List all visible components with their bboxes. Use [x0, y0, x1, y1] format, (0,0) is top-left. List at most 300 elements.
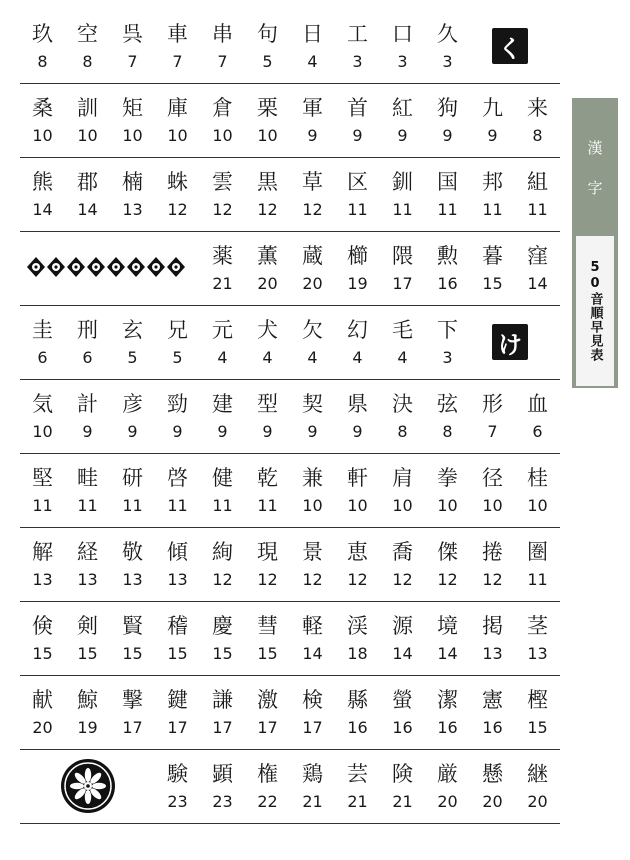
- kanji-entry[interactable]: [245, 676, 290, 748]
- kanji-entry[interactable]: [380, 232, 425, 304]
- kanji-char: 啓: [167, 466, 188, 490]
- kanji-entry[interactable]: [425, 306, 470, 378]
- kanji-entry[interactable]: [425, 84, 470, 156]
- stroke-count: 10: [122, 126, 143, 145]
- kanji-entry[interactable]: [425, 676, 470, 748]
- kanji-entry[interactable]: [20, 602, 65, 674]
- kanji-char: 捲: [482, 540, 503, 564]
- kanji-char: 呉: [122, 22, 143, 46]
- kanji-char: 下: [437, 318, 458, 342]
- kanji-entry[interactable]: [110, 158, 155, 230]
- kanji-row: [20, 232, 560, 306]
- stroke-count: 3: [442, 52, 453, 71]
- kanji-entry[interactable]: [65, 380, 110, 452]
- kanji-entry[interactable]: [290, 306, 335, 378]
- stroke-count: 10: [302, 496, 323, 515]
- kanji-entry[interactable]: [425, 602, 470, 674]
- kanji-entry[interactable]: [335, 750, 380, 822]
- stroke-count: 3: [352, 52, 363, 71]
- stroke-count: 14: [527, 274, 548, 293]
- kanji-entry[interactable]: [515, 750, 560, 822]
- stroke-count: 11: [482, 200, 503, 219]
- kanji-entry[interactable]: [470, 528, 515, 600]
- stroke-count: 15: [482, 274, 503, 293]
- kanji-entry[interactable]: [65, 602, 110, 674]
- kanji-entry[interactable]: [20, 10, 65, 82]
- kanji-entry[interactable]: [155, 306, 200, 378]
- kanji-entry[interactable]: [515, 380, 560, 452]
- kanji-char: 決: [392, 392, 413, 416]
- kanji-char: 楠: [122, 170, 143, 194]
- kanji-char: 蔵: [302, 244, 323, 268]
- kanji-char: 窪: [527, 244, 548, 268]
- kanji-entry[interactable]: [65, 158, 110, 230]
- stroke-count: 6: [37, 348, 48, 367]
- kanji-char: 絢: [212, 540, 233, 564]
- kanji-entry[interactable]: [515, 84, 560, 156]
- stroke-count: 23: [212, 792, 233, 811]
- kanji-entry[interactable]: [200, 454, 245, 526]
- kanji-entry[interactable]: [155, 84, 200, 156]
- kanji-char: 傑: [437, 540, 458, 564]
- kanji-entry[interactable]: [110, 676, 155, 748]
- stroke-count: 9: [262, 422, 273, 441]
- kanji-char: 謙: [212, 688, 233, 712]
- stroke-count: 14: [77, 200, 98, 219]
- stroke-count: 10: [212, 126, 233, 145]
- kanji-char: 軒: [347, 466, 368, 490]
- kanji-entry[interactable]: [290, 232, 335, 304]
- kanji-entry[interactable]: [65, 454, 110, 526]
- stroke-count: 16: [482, 718, 503, 737]
- stroke-count: 7: [172, 52, 183, 71]
- kanji-char: 恵: [347, 540, 368, 564]
- kanji-entry[interactable]: [20, 84, 65, 156]
- kanji-entry[interactable]: [110, 454, 155, 526]
- kana-section-badge[interactable]: け: [492, 324, 528, 360]
- kanji-char: 堅: [32, 466, 53, 490]
- stroke-count: 5: [262, 52, 273, 71]
- kanji-entry[interactable]: [335, 454, 380, 526]
- kanji-entry[interactable]: [245, 454, 290, 526]
- kanji-entry[interactable]: [155, 10, 200, 82]
- kanji-entry[interactable]: [155, 158, 200, 230]
- kanji-entry[interactable]: [200, 306, 245, 378]
- kanji-entry[interactable]: [425, 528, 470, 600]
- kanji-char: 鍵: [167, 688, 188, 712]
- kanji-entry[interactable]: [245, 306, 290, 378]
- kanji-char: 邦: [482, 170, 503, 194]
- kanji-char: 権: [257, 762, 278, 786]
- stroke-count: 18: [347, 644, 368, 663]
- stroke-count: 10: [32, 422, 53, 441]
- stroke-count: 17: [392, 274, 413, 293]
- kanji-char: 経: [77, 540, 98, 564]
- stroke-count: 12: [347, 570, 368, 589]
- kanji-char: 兼: [302, 466, 323, 490]
- kanji-char: 櫛: [347, 244, 368, 268]
- kanji-entry[interactable]: [335, 602, 380, 674]
- kanji-char: 串: [212, 22, 233, 46]
- kanji-entry[interactable]: [155, 454, 200, 526]
- kanji-entry[interactable]: [155, 380, 200, 452]
- kanji-char: 境: [437, 614, 458, 638]
- kanji-entry[interactable]: [515, 232, 560, 304]
- kanji-char: 毛: [392, 318, 413, 342]
- kanji-entry[interactable]: [290, 10, 335, 82]
- kanji-char: 彦: [122, 392, 143, 416]
- kana-section-badge[interactable]: く: [492, 28, 528, 64]
- kanji-entry[interactable]: [20, 380, 65, 452]
- stroke-count: 12: [257, 200, 278, 219]
- stroke-count: 16: [347, 718, 368, 737]
- kanji-entry[interactable]: [335, 84, 380, 156]
- kanji-entry[interactable]: [65, 676, 110, 748]
- kanji-entry[interactable]: [290, 528, 335, 600]
- stroke-count: 9: [487, 126, 498, 145]
- kanji-entry[interactable]: [110, 84, 155, 156]
- kanji-char: 慶: [212, 614, 233, 638]
- stroke-count: 3: [397, 52, 408, 71]
- kanji-char: 隈: [392, 244, 413, 268]
- kanji-char: 庫: [167, 96, 188, 120]
- stroke-count: 12: [212, 570, 233, 589]
- stroke-count: 9: [127, 422, 138, 441]
- kanji-entry[interactable]: [470, 84, 515, 156]
- stroke-count: 12: [392, 570, 413, 589]
- kanji-entry[interactable]: [200, 676, 245, 748]
- kanji-char: 険: [392, 762, 413, 786]
- stroke-count: 7: [127, 52, 138, 71]
- family-crest-icon: [60, 758, 116, 814]
- stroke-count: 8: [532, 126, 543, 145]
- stroke-count: 7: [487, 422, 498, 441]
- kanji-entry[interactable]: [470, 380, 515, 452]
- stroke-count: 10: [167, 126, 188, 145]
- stroke-count: 12: [302, 200, 323, 219]
- stroke-count: 14: [32, 200, 53, 219]
- stroke-count: 10: [32, 126, 53, 145]
- kanji-entry[interactable]: [380, 676, 425, 748]
- kanji-entry[interactable]: [290, 750, 335, 822]
- kanji-char: 矩: [122, 96, 143, 120]
- stroke-count: 15: [122, 644, 143, 663]
- kanji-entry[interactable]: [245, 84, 290, 156]
- kanji-entry[interactable]: [470, 750, 515, 822]
- kanji-entry[interactable]: [290, 454, 335, 526]
- kanji-char: 彗: [257, 614, 278, 638]
- stroke-count: 11: [77, 496, 98, 515]
- kanji-char: 稽: [167, 614, 188, 638]
- stroke-count: 10: [257, 126, 278, 145]
- kanji-entry[interactable]: [335, 676, 380, 748]
- kanji-char: 敬: [122, 540, 143, 564]
- kanji-entry[interactable]: [200, 232, 245, 304]
- kanji-char: 栗: [257, 96, 278, 120]
- kanji-char: 現: [257, 540, 278, 564]
- stroke-count: 21: [347, 792, 368, 811]
- side-tab-caption: 50音順早見表: [576, 236, 614, 386]
- stroke-count: 10: [347, 496, 368, 515]
- kanji-entry[interactable]: [110, 528, 155, 600]
- kanji-entry[interactable]: [110, 602, 155, 674]
- kanji-entry[interactable]: [515, 528, 560, 600]
- kanji-entry[interactable]: [245, 10, 290, 82]
- kanji-char: 桑: [32, 96, 53, 120]
- kanji-char: 畦: [77, 466, 98, 490]
- kanji-row: [20, 750, 560, 824]
- kanji-row: [20, 380, 560, 454]
- kanji-entry[interactable]: [110, 380, 155, 452]
- kanji-row: [20, 602, 560, 676]
- kanji-entry[interactable]: [470, 454, 515, 526]
- stroke-count: 6: [532, 422, 543, 441]
- kanji-row: [20, 10, 560, 84]
- kanji-entry[interactable]: [335, 10, 380, 82]
- kanji-entry[interactable]: [425, 232, 470, 304]
- stroke-count: 4: [397, 348, 408, 367]
- kanji-entry[interactable]: [245, 232, 290, 304]
- kanji-entry[interactable]: [20, 676, 65, 748]
- stroke-count: 5: [127, 348, 138, 367]
- kanji-entry[interactable]: [20, 158, 65, 230]
- stroke-count: 9: [172, 422, 183, 441]
- kanji-table: [20, 10, 560, 824]
- kanji-entry[interactable]: [470, 602, 515, 674]
- stroke-count: 6: [82, 348, 93, 367]
- kanji-char: 型: [257, 392, 278, 416]
- kanji-char: 茎: [527, 614, 548, 638]
- kanji-entry[interactable]: [65, 306, 110, 378]
- kanji-char: 喬: [392, 540, 413, 564]
- kanji-entry[interactable]: [20, 528, 65, 600]
- kanji-char: 継: [527, 762, 548, 786]
- kanji-entry[interactable]: [20, 454, 65, 526]
- kanji-char: 倹: [32, 614, 53, 638]
- kanji-char: 薬: [212, 244, 233, 268]
- stroke-count: 15: [167, 644, 188, 663]
- kanji-char: 建: [212, 392, 233, 416]
- stroke-count: 10: [482, 496, 503, 515]
- kanji-char: 区: [347, 170, 368, 194]
- kanji-entry[interactable]: [200, 528, 245, 600]
- kanji-entry[interactable]: [470, 676, 515, 748]
- stroke-count: 9: [442, 126, 453, 145]
- stroke-count: 3: [442, 348, 453, 367]
- kanji-row: [20, 676, 560, 750]
- stroke-count: 13: [32, 570, 53, 589]
- kanji-char: 計: [77, 392, 98, 416]
- stroke-count: 10: [527, 496, 548, 515]
- kanji-entry[interactable]: [470, 232, 515, 304]
- stroke-count: 11: [212, 496, 233, 515]
- kanji-entry[interactable]: [380, 158, 425, 230]
- stroke-count: 14: [302, 644, 323, 663]
- kanji-entry[interactable]: [245, 158, 290, 230]
- kanji-entry[interactable]: [290, 676, 335, 748]
- kanji-char: 気: [32, 392, 53, 416]
- kanji-entry[interactable]: [380, 602, 425, 674]
- kanji-char: 乾: [257, 466, 278, 490]
- kanji-char: 空: [77, 22, 98, 46]
- kanji-entry[interactable]: [65, 84, 110, 156]
- kanji-entry[interactable]: [380, 454, 425, 526]
- kanji-char: 解: [32, 540, 53, 564]
- stroke-count: 9: [217, 422, 228, 441]
- kanji-row: [20, 454, 560, 528]
- kanji-entry[interactable]: [200, 380, 245, 452]
- kanji-entry[interactable]: [380, 380, 425, 452]
- stroke-count: 9: [307, 422, 318, 441]
- kanji-char: 組: [527, 170, 548, 194]
- kanji-char: 犬: [257, 318, 278, 342]
- kanji-char: 玖: [32, 22, 53, 46]
- kanji-char: 契: [302, 392, 323, 416]
- stroke-count: 4: [217, 348, 228, 367]
- kanji-char: 樫: [527, 688, 548, 712]
- kanji-char: 釧: [392, 170, 413, 194]
- kanji-entry[interactable]: [380, 528, 425, 600]
- kanji-entry[interactable]: [380, 10, 425, 82]
- kanji-entry[interactable]: [425, 10, 470, 82]
- stroke-count: 9: [397, 126, 408, 145]
- kanji-char: 暮: [482, 244, 503, 268]
- stroke-count: 20: [32, 718, 53, 737]
- stroke-count: 12: [257, 570, 278, 589]
- kanji-char: 熊: [32, 170, 53, 194]
- kanji-char: 訓: [77, 96, 98, 120]
- kanji-char: 倉: [212, 96, 233, 120]
- stroke-count: 20: [527, 792, 548, 811]
- kanji-entry[interactable]: [200, 84, 245, 156]
- kanji-entry[interactable]: [335, 528, 380, 600]
- kanji-entry[interactable]: [425, 158, 470, 230]
- kanji-entry[interactable]: [65, 10, 110, 82]
- kanji-entry[interactable]: [425, 454, 470, 526]
- kanji-entry[interactable]: [290, 84, 335, 156]
- kanji-entry[interactable]: [290, 602, 335, 674]
- kanji-entry[interactable]: [245, 750, 290, 822]
- kanji-entry[interactable]: [200, 602, 245, 674]
- stroke-count: 17: [122, 718, 143, 737]
- stroke-count: 17: [167, 718, 188, 737]
- kanji-entry[interactable]: [515, 676, 560, 748]
- stroke-count: 20: [482, 792, 503, 811]
- kanji-char: 黒: [257, 170, 278, 194]
- kanji-char: 車: [167, 22, 188, 46]
- stroke-count: 15: [527, 718, 548, 737]
- kanji-char: 形: [482, 392, 503, 416]
- kanji-entry[interactable]: [200, 750, 245, 822]
- side-index-tab[interactable]: [572, 98, 618, 388]
- kanji-row: [20, 158, 560, 232]
- kanji-entry[interactable]: [245, 602, 290, 674]
- stroke-count: 20: [257, 274, 278, 293]
- kanji-char: 潔: [437, 688, 458, 712]
- stroke-count: 7: [217, 52, 228, 71]
- kanji-entry[interactable]: [515, 454, 560, 526]
- kanji-row: [20, 84, 560, 158]
- kanji-char: 血: [527, 392, 548, 416]
- kanji-char: 検: [302, 688, 323, 712]
- kanji-char: 芸: [347, 762, 368, 786]
- kanji-entry[interactable]: [245, 380, 290, 452]
- kanji-char: 顕: [212, 762, 233, 786]
- kanji-entry[interactable]: [110, 306, 155, 378]
- kanji-entry[interactable]: [200, 10, 245, 82]
- kanji-char: 撃: [122, 688, 143, 712]
- kanji-entry[interactable]: [65, 528, 110, 600]
- kanji-entry[interactable]: [470, 158, 515, 230]
- kanji-char: 験: [167, 762, 188, 786]
- stroke-count: 13: [167, 570, 188, 589]
- kanji-entry[interactable]: [335, 158, 380, 230]
- kanji-entry[interactable]: [20, 306, 65, 378]
- kanji-char: 景: [302, 540, 323, 564]
- kanji-char: 献: [32, 688, 53, 712]
- kanji-entry[interactable]: [110, 10, 155, 82]
- kanji-entry[interactable]: [200, 158, 245, 230]
- kanji-entry[interactable]: [425, 380, 470, 452]
- stroke-count: 13: [122, 200, 143, 219]
- kanji-char: 来: [527, 96, 548, 120]
- stroke-count: 9: [352, 422, 363, 441]
- kanji-entry[interactable]: [380, 84, 425, 156]
- kanji-entry[interactable]: [335, 232, 380, 304]
- kanji-entry[interactable]: [515, 158, 560, 230]
- kanji-entry[interactable]: [335, 306, 380, 378]
- stroke-count: 11: [122, 496, 143, 515]
- kanji-char: 懸: [482, 762, 503, 786]
- stroke-count: 13: [122, 570, 143, 589]
- stroke-count: 15: [32, 644, 53, 663]
- kanji-entry[interactable]: [155, 602, 200, 674]
- kanji-char: 紅: [392, 96, 413, 120]
- kanji-char: 縣: [347, 688, 368, 712]
- kanji-entry[interactable]: [290, 380, 335, 452]
- stroke-count: 11: [257, 496, 278, 515]
- kanji-char: 剣: [77, 614, 98, 638]
- kanji-entry[interactable]: [155, 750, 200, 822]
- kanji-char: 健: [212, 466, 233, 490]
- kanji-char: 螢: [392, 688, 413, 712]
- kanji-entry[interactable]: [245, 528, 290, 600]
- kanji-entry[interactable]: [425, 750, 470, 822]
- kanji-char: 狗: [437, 96, 458, 120]
- stroke-count: 16: [437, 718, 458, 737]
- kanji-entry[interactable]: [155, 676, 200, 748]
- kanji-char: 首: [347, 96, 368, 120]
- kanji-char: 薫: [257, 244, 278, 268]
- stroke-count: 4: [307, 52, 318, 71]
- kanji-char: 郡: [77, 170, 98, 194]
- side-tab-kanji-2: 字: [587, 179, 603, 197]
- kanji-entry[interactable]: [290, 158, 335, 230]
- kanji-entry[interactable]: [515, 602, 560, 674]
- stroke-count: 20: [437, 792, 458, 811]
- kanji-entry[interactable]: [380, 306, 425, 378]
- kanji-char: 厳: [437, 762, 458, 786]
- stroke-count: 9: [352, 126, 363, 145]
- kanji-entry[interactable]: [335, 380, 380, 452]
- stroke-count: 13: [527, 644, 548, 663]
- kanji-entry[interactable]: [380, 750, 425, 822]
- stroke-count: 12: [482, 570, 503, 589]
- kanji-char: 掲: [482, 614, 503, 638]
- stroke-count: 8: [442, 422, 453, 441]
- kanji-char: 玄: [122, 318, 143, 342]
- kanji-entry[interactable]: [155, 528, 200, 600]
